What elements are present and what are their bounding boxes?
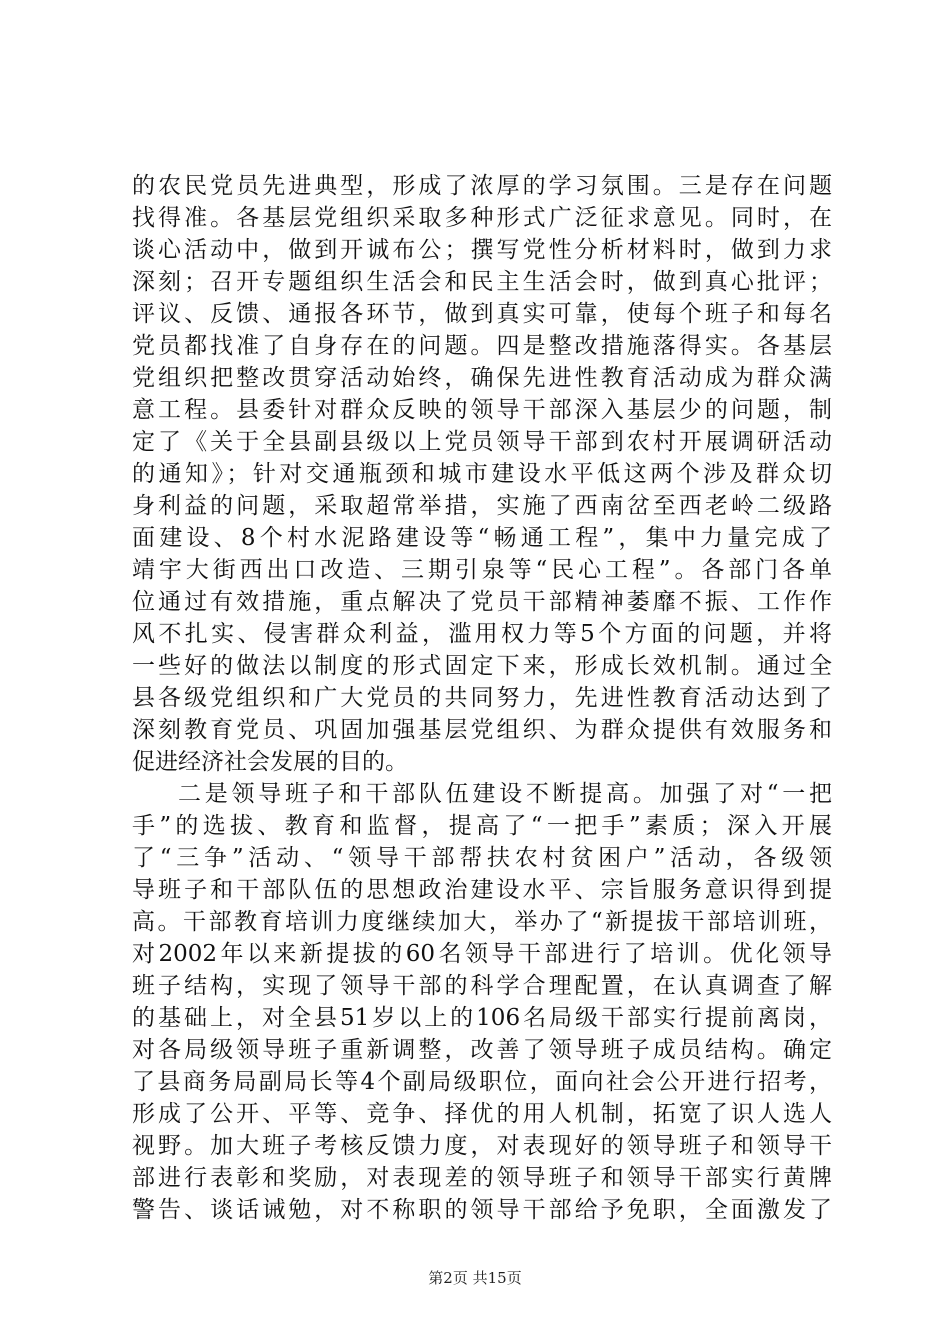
- text-line: 位通过有效措施，重点解决了党员干部精神萎靡不振、工作作: [132, 589, 832, 615]
- text-line: 了县商务局副局长等4个副局级职位，面向社会公开进行招考，: [132, 1069, 832, 1095]
- text-line: 班子结构，实现了领导干部的科学合理配置，在认真调查了解: [132, 973, 832, 999]
- document-body: [132, 170, 832, 1226]
- text-line: 了“三争”活动、“领导干部帮扶农村贫困户”活动，各级领: [132, 845, 832, 871]
- text-line: 意工程。县委针对群众反映的领导干部深入基层少的问题，制: [132, 397, 832, 423]
- text-line: 视野。加大班子考核反馈力度，对表现好的领导班子和领导干: [132, 1133, 832, 1159]
- text-line: 定了《关于全县副县级以上党员领导干部到农村开展调研活动: [132, 429, 832, 455]
- text-line: 评议、反馈、通报各环节，做到真实可靠，使每个班子和每名: [132, 301, 832, 327]
- page-number-footer: 第2页 共15页: [428, 1269, 522, 1287]
- text-line: 部进行表彰和奖励，对表现差的领导班子和领导干部实行黄牌: [132, 1165, 832, 1191]
- text-line: 深刻；召开专题组织生活会和民主生活会时，做到真心批评；: [132, 269, 832, 295]
- text-line: 一些好的做法以制度的形式固定下来，形成长效机制。通过全: [132, 653, 832, 679]
- text-line: 促进经济社会发展的目的。: [132, 749, 408, 775]
- text-line: 手”的选拔、教育和监督，提高了“一把手”素质；深入开展: [132, 813, 832, 839]
- text-line: 的通知》；针对交通瓶颈和城市建设水平低这两个涉及群众切: [132, 461, 832, 487]
- text-line: 深刻教育党员、巩固加强基层党组织、为群众提供有效服务和: [132, 717, 832, 743]
- text-line: 导班子和干部队伍的思想政治建设水平、宗旨服务意识得到提: [132, 877, 832, 903]
- text-line: 警告、谈话诫勉，对不称职的领导干部给予免职，全面激发了: [132, 1197, 832, 1223]
- text-line: 形成了公开、平等、竞争、择优的用人机制，拓宽了识人选人: [132, 1101, 832, 1127]
- text-line: 二是领导班子和干部队伍建设不断提高。加强了对“一把: [178, 781, 832, 807]
- text-line: 面建设、8个村水泥路建设等“畅通工程”，集中力量完成了: [132, 525, 832, 551]
- text-line: 对各局级领导班子重新调整，改善了领导班子成员结构。确定: [132, 1037, 832, 1063]
- text-line: 找得准。各基层党组织采取多种形式广泛征求意见。同时，在: [132, 205, 832, 231]
- text-line: 风不扎实、侵害群众利益，滥用权力等5个方面的问题，并将: [132, 621, 832, 647]
- text-line: 县各级党组织和广大党员的共同努力，先进性教育活动达到了: [132, 685, 832, 711]
- text-line: 靖宇大街西出口改造、三期引泉等“民心工程”。各部门各单: [132, 557, 832, 583]
- text-line: 党组织把整改贯穿活动始终，确保先进性教育活动成为群众满: [132, 365, 832, 391]
- text-line: 身利益的问题，采取超常举措，实施了西南岔至西老岭二级路: [132, 493, 832, 519]
- text-line: 的农民党员先进典型，形成了浓厚的学习氛围。三是存在问题: [132, 173, 832, 199]
- text-line: 对2002年以来新提拔的60名领导干部进行了培训。优化领导: [132, 941, 832, 967]
- text-line: 谈心活动中，做到开诚布公；撰写党性分析材料时，做到力求: [132, 237, 832, 263]
- text-line: 高。干部教育培训力度继续加大，举办了“新提拔干部培训班，: [132, 909, 832, 935]
- paragraph-1: [132, 170, 832, 778]
- paragraph-2: [132, 778, 832, 1226]
- text-line: 党员都找准了自身存在的问题。四是整改措施落得实。各基层: [132, 333, 832, 359]
- text-line: 的基础上，对全县51岁以上的106名局级干部实行提前离岗，: [132, 1005, 832, 1031]
